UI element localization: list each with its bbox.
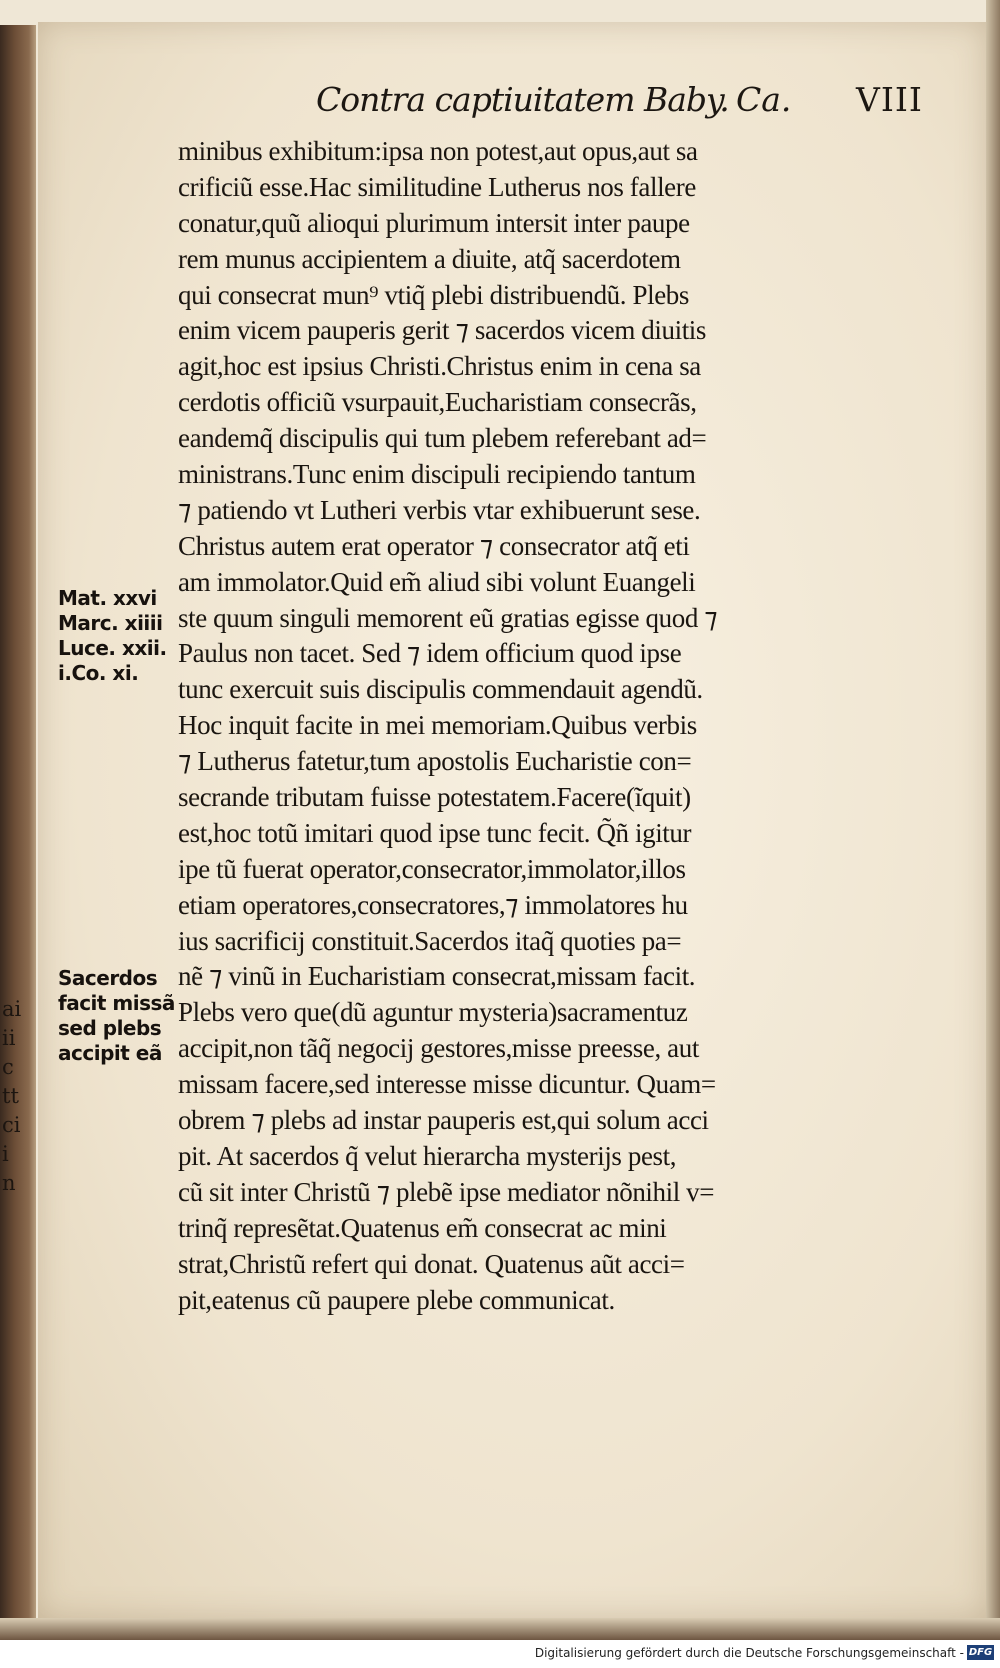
text-line: enim vicem pauperis gerit ⁊ sacerdos vicem diuitis xyxy=(178,315,707,346)
text-line: ⁊ patiendo vt Lutheri verbis vtar exhibuerunt sese. xyxy=(178,494,701,525)
bleed-fragment: n xyxy=(2,1171,16,1195)
book-binding-bottom xyxy=(0,1618,1000,1640)
text-line: pit,eatenus cũ paupere plebe communicat. xyxy=(178,1284,615,1315)
text-line: est,hoc totũ imitari quod ipse tunc fecit. Q̃ñ igitur xyxy=(178,817,692,848)
margin-note-gospel-references xyxy=(58,586,188,686)
margin-note-line: sed plebs xyxy=(58,1016,162,1040)
text-line: rem munus accipientem a diuite, atq̃ sacerdotem xyxy=(178,243,681,274)
text-line: am immolator.Quid em̃ aliud sibi volunt Euangeli xyxy=(178,566,696,597)
digitization-footer xyxy=(0,1640,1000,1668)
page-edge-right xyxy=(986,0,1000,1640)
body-text xyxy=(178,134,954,1318)
book-binding-edge xyxy=(0,25,36,1625)
bleed-fragment: i xyxy=(2,1142,9,1166)
margin-note-line: facit missã xyxy=(58,991,175,1015)
text-line: minibus exhibitum:ipsa non potest,aut opus,aut sa xyxy=(178,136,698,166)
margin-note-line: Luce. xxii. xyxy=(58,636,167,660)
running-head xyxy=(316,80,930,124)
bleed-fragment: ai xyxy=(2,997,22,1021)
text-line: Paulus non tacet. Sed ⁊ idem officium quod ipse xyxy=(178,638,682,669)
footer-credit: Digitalisierung gefördert durch die Deutsche Forschungsgemeinschaft - xyxy=(534,1646,964,1660)
text-line: Christus autem erat operator ⁊ consecrator atq̃ eti xyxy=(178,530,690,561)
text-line: accipit,non tãq̃ negocij gestores,misse preesse, aut xyxy=(178,1033,699,1064)
text-line: nẽ ⁊ vinũ in Eucharistiam consecrat,missam facit. xyxy=(178,961,696,992)
text-line: ⁊ Lutherus fatetur,tum apostolis Eucharistie con= xyxy=(178,746,692,777)
text-line: obrem ⁊ plebs ad instar pauperis est,qui solum acci xyxy=(178,1105,709,1136)
text-line: tunc exercuit suis discipulis commendauit agendũ. xyxy=(178,674,703,705)
folio-number: VIII xyxy=(856,80,923,119)
facing-page-fragments xyxy=(2,995,20,1198)
text-line: cerdotis officiũ vsurpauit,Eucharistiam consecrãs, xyxy=(178,387,697,418)
text-line: etiam operatores,consecratores,⁊ immolatores hu xyxy=(178,889,688,920)
bleed-fragment: ii xyxy=(2,1026,16,1050)
text-line: ipe tũ fuerat operator,consecrator,immolator,illos xyxy=(178,853,686,884)
text-line: pit. At sacerdos q̃ velut hierarcha mysterijs pest, xyxy=(178,1140,677,1171)
margin-note-line: i.Co. xi. xyxy=(58,661,139,685)
dfg-logo: DFG xyxy=(968,1647,993,1658)
margin-note-sacerdos xyxy=(58,966,188,1066)
text-line: strat,Christũ refert qui donat. Quatenus aũt acci= xyxy=(178,1248,685,1279)
text-line: cũ sit inter Christũ ⁊ plebẽ ipse mediator nõnihil v= xyxy=(178,1176,715,1207)
chapter-label: Ca. xyxy=(736,80,792,119)
text-line: conatur,quũ alioqui plurimum intersit inter paupe xyxy=(178,207,690,238)
text-line: ste quum singuli memorent eũ gratias egisse quod ⁊ xyxy=(178,602,718,633)
text-line: eandemq̃ discipulis qui tum plebem referebant ad= xyxy=(178,423,707,454)
margin-note-line: Marc. xiiii xyxy=(58,611,163,635)
bleed-fragment: ci xyxy=(2,1113,21,1137)
text-line: trinq̃ represẽtat.Quatenus em̃ consecrat ac mini xyxy=(178,1212,667,1243)
text-line: qui consecrat mun⁹ vtiq̃ plebi distribuendũ. Plebs xyxy=(178,279,689,310)
bleed-fragment: c xyxy=(2,1055,14,1079)
text-line: Hoc inquit facite in mei memoriam.Quibus verbis xyxy=(178,710,697,741)
text-line: ius sacrificij constituit.Sacerdos itaq̃ quoties pa= xyxy=(178,925,682,956)
bleed-fragment: tt xyxy=(2,1084,19,1108)
text-line: crificiũ esse.Hac similitudine Lutherus nos fallere xyxy=(178,171,696,202)
text-line: missam facere,sed interesse misse dicuntur. Quam= xyxy=(178,1069,716,1100)
text-line: ministrans.Tunc enim discipuli recipiendo tantum xyxy=(178,459,696,490)
text-line: agit,hoc est ipsius Christi.Christus enim in cena sa xyxy=(178,351,701,382)
margin-note-line: Sacerdos xyxy=(58,966,158,990)
text-line: Plebs vero que(dũ aguntur mysteria)sacramentuz xyxy=(178,997,688,1028)
text-line: secrande tributam fuisse potestatem.Facere(ĩquit) xyxy=(178,782,691,813)
margin-note-line: Mat. xxvi xyxy=(58,586,157,610)
running-head-title: Contra captiuitatem Baby. xyxy=(316,80,729,119)
margin-note-line: accipit eã xyxy=(58,1041,162,1065)
